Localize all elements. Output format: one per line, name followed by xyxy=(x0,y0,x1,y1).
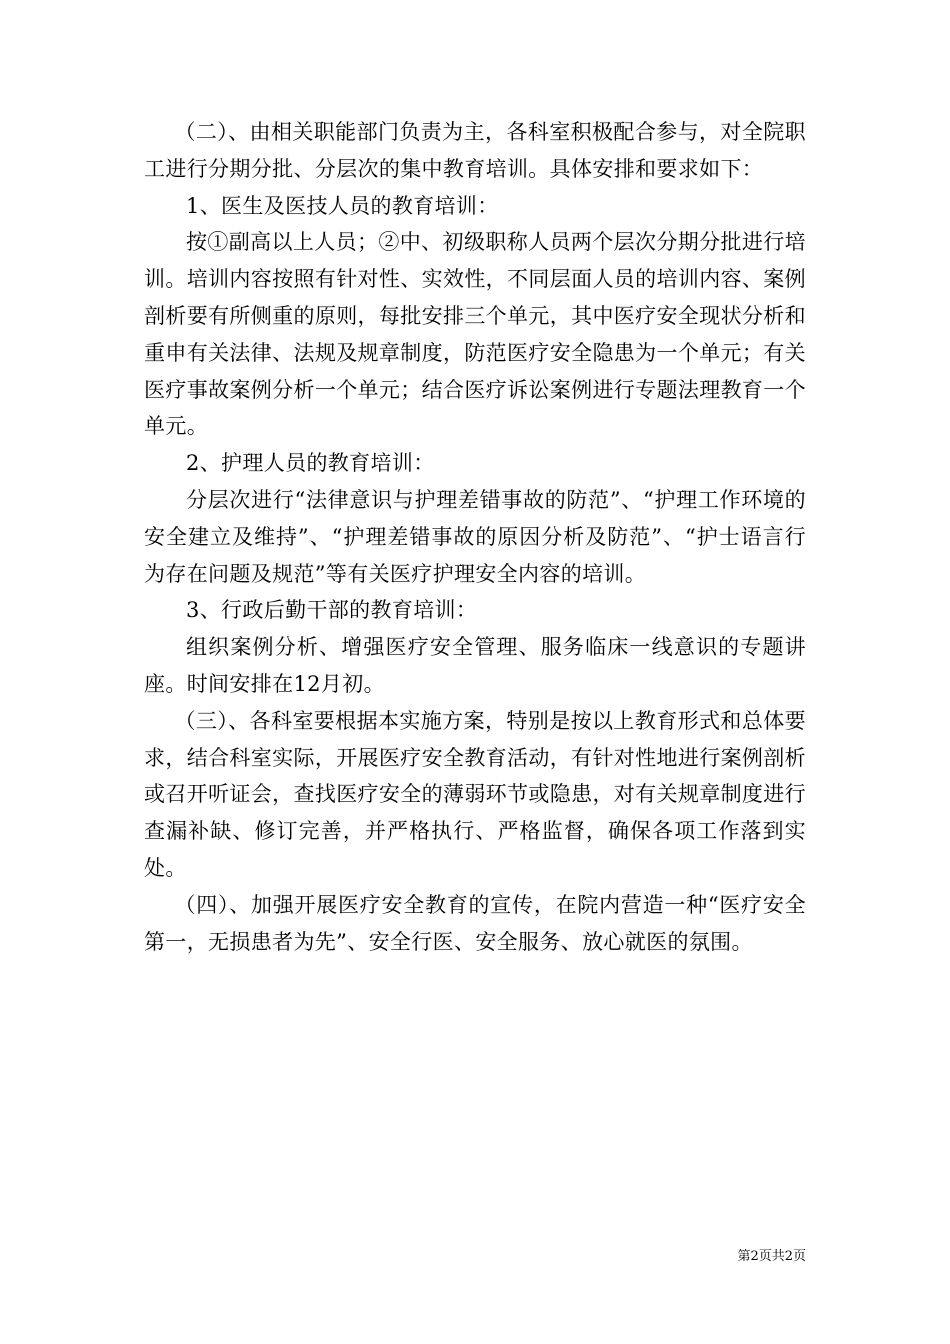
paragraph-admin-training-detail: 组织案例分析、增强医疗安全管理、服务临床一线意识的专题讲座。时间安排在12月初。 xyxy=(144,635,806,696)
paragraph-section-3: （三）、各科室要根据本实施方案，特别是按以上教育形式和总体要求，结合科室实际，开展医疗安全教育活动，有针对性地进行案例剖析或召开听证会，查找医疗安全的薄弱环节或隐患，对有关规章制度进行查漏补缺、修订完善，并严格执行、严格监督，确保各项工作落到实处。 xyxy=(144,708,806,880)
document-body xyxy=(144,114,806,960)
paragraph-section-4: （四）、加强开展医疗安全教育的宣传，在院内营造一种“医疗安全第一，无损患者为先”、安全行医、安全服务、放心就医的氛围。 xyxy=(144,892,806,954)
paragraph-admin-training-heading: 3、行政后勤干部的教育培训： xyxy=(186,598,478,623)
paragraph-doctor-training-detail: 按①副高以上人员；②中、初级职称人员两个层次分期分批进行培训。培训内容按照有针对性、实效性，不同层面人员的培训内容、案例剖析要有所侧重的原则，每批安排三个单元，其中医疗安全现状分析和重申有关法律、法规及规章制度，防范医疗安全隐患为一个单元；有关医疗事故案例分析一个单元；结合医疗诉讼案例进行专题法理教育一个单元。 xyxy=(144,230,806,439)
paragraph-section-2: （二）、由相关职能部门负责为主，各科室积极配合参与，对全院职工进行分期分批、分层次的集中教育培训。具体安排和要求如下： xyxy=(144,120,806,181)
paragraph-doctor-training-heading: 1、医生及医技人员的教育培训： xyxy=(186,193,499,218)
paragraph-nurse-training-detail: 分层次进行“法律意识与护理差错事故的防范”、“护理工作环境的安全建立及维持”、“护理差错事故的原因分析及防范”、“护士语言行为存在问题及规范”等有关医疗护理安全内容的培训。 xyxy=(144,487,806,586)
page-number-footer: 第2页共2页 xyxy=(737,1249,806,1264)
paragraph-nurse-training-heading: 2、护理人员的教育培训： xyxy=(186,451,435,476)
